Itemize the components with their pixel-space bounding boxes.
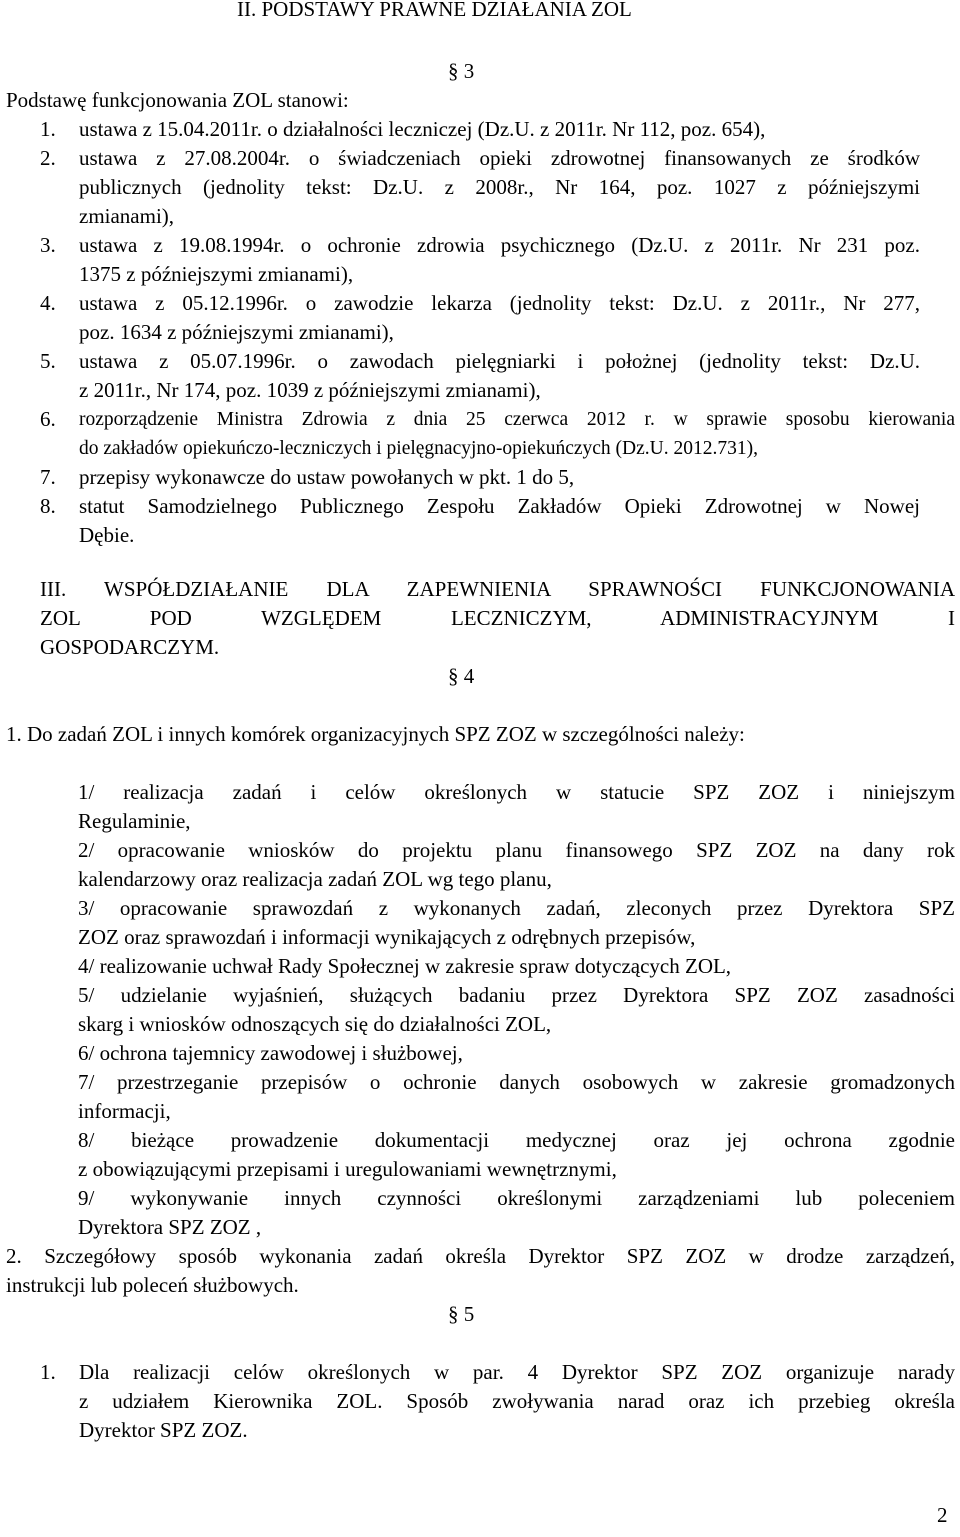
list-item-text: ZOZ oraz sprawozdań i informacji wynikających z odrębnych przepisów, xyxy=(78,925,696,949)
paragraph-sign-text: § 3 xyxy=(448,59,475,83)
list-item-text: 3/ opracowanie sprawozdań z wykonanych zadań, zleconych przez Dyrektora SPZ xyxy=(78,896,955,920)
list-item-text: 2/ opracowanie wniosków do projektu planu finansowego SPZ ZOZ na dany rok xyxy=(78,838,955,862)
list-item-text: ustawa z 19.08.1994r. o ochronie zdrowia psychicznego (Dz.U. z 2011r. Nr 231 poz. xyxy=(79,233,920,257)
list-item-text: Dyrektor SPZ ZOZ. xyxy=(79,1418,248,1442)
section-heading-line: ZOL POD WZGLĘDEM LECZNICZYM, ADMINISTRACYJNYM I xyxy=(40,606,955,630)
page-number-text: 2 xyxy=(937,1503,948,1527)
list-item-text: z 2011r., Nr 174, poz. 1039 z późniejszymi zmianami), xyxy=(79,378,541,402)
list-item-text: 4/ realizowanie uchwał Rady Społecznej w zakresie spraw dotyczących ZOL, xyxy=(78,954,732,978)
section-heading xyxy=(237,0,737,24)
list-item-number: 6. xyxy=(40,407,56,431)
list-item-text: 1/ realizacja zadań i celów określonych w statucie SPZ ZOZ i niniejszym xyxy=(78,780,955,804)
section-heading-text: II. PODSTAWY PRAWNE DZIAŁANIA ZOL xyxy=(237,0,632,21)
list-item-text: 6/ ochrona tajemnicy zawodowej i służbowej, xyxy=(78,1041,463,1065)
paragraph-sign xyxy=(448,662,474,691)
list-item-number: 1. xyxy=(40,117,56,141)
list-item-text: z udziałem Kierownika ZOL. Sposób zwoływania narad oraz ich przebieg określa xyxy=(79,1389,955,1413)
list-item-number: 8. xyxy=(40,494,56,518)
list-item-text: ustawa z 27.08.2004r. o świadczeniach opieki zdrowotnej finansowanych ze środków xyxy=(79,146,920,170)
list-item-text: do zakładów opiekuńczo-leczniczych i pielęgnacyjno-opiekuńczych (Dz.U. 2012.731), xyxy=(79,438,758,459)
paragraph-text xyxy=(6,1242,955,1300)
list-item-text: z obowiązującymi przepisami i uregulowaniami wewnętrznymi, xyxy=(78,1157,617,1181)
section-heading-line: III. WSPÓŁDZIAŁANIE DLA ZAPEWNIENIA SPRAWNOŚCI FUNKCJONOWANIA xyxy=(40,577,955,601)
paragraph-line: instrukcji lub poleceń służbowych. xyxy=(6,1273,299,1297)
list-item xyxy=(78,1126,955,1184)
list-item-text: informacji, xyxy=(78,1099,171,1123)
list-item-text: publicznych (jednolity tekst: Dz.U. z 2008r., Nr 164, poz. 1027 z późniejszymi xyxy=(79,175,920,199)
paragraph-sign xyxy=(448,1300,474,1329)
list-item-text: zmianami), xyxy=(79,204,175,228)
list-item-text: kalendarzowy oraz realizacja zadań ZOL wg tego planu, xyxy=(78,867,552,891)
list-item-text: ustawa z 15.04.2011r. o działalności leczniczej (Dz.U. z 2011r. Nr 112, poz. 654), xyxy=(79,117,766,141)
list-item xyxy=(78,981,955,1039)
list-item-text: rozporządzenie Ministra Zdrowia z dnia 25 czerwca 2012 r. w sprawie sposobu kierowania xyxy=(79,409,955,430)
list-item-text: statut Samodzielnego Publicznego Zespołu Zakładów Opieki Zdrowotnej w Nowej xyxy=(79,494,920,518)
intro-text xyxy=(6,86,349,115)
list-item xyxy=(78,778,955,836)
list-item-number: 4. xyxy=(40,291,56,315)
paragraph-line: 1. Do zadań ZOL i innych komórek organizacyjnych SPZ ZOZ w szczególności należy: xyxy=(6,722,745,746)
list-item-text: Regulaminie, xyxy=(78,809,191,833)
list-item-number: 7. xyxy=(40,465,56,489)
paragraph-text xyxy=(6,720,926,749)
list-item-text: ustawa z 05.07.1996r. o zawodach pielęgniarki i położnej (jednolity tekst: Dz.U. xyxy=(79,349,920,373)
list-item-text: Dyrektora SPZ ZOZ , xyxy=(78,1215,262,1239)
paragraph-sign xyxy=(448,57,474,86)
list-item xyxy=(78,952,955,981)
page-number xyxy=(937,1501,948,1530)
list-item-text: 1375 z późniejszymi zmianami), xyxy=(79,262,354,286)
paragraph-sign-text: § 5 xyxy=(448,1302,475,1326)
list-item-text: 8/ bieżące prowadzenie dokumentacji medycznej oraz jej ochrona zgodnie xyxy=(78,1128,955,1152)
list-item-text: poz. 1634 z późniejszymi zmianami), xyxy=(79,320,394,344)
list-item-text: ustawa z 05.12.1996r. o zawodzie lekarza (jednolity tekst: Dz.U. z 2011r., Nr 277, xyxy=(79,291,920,315)
list-item-number: 1. xyxy=(40,1360,56,1384)
list-item xyxy=(78,1184,955,1242)
paragraph-sign-text: § 4 xyxy=(448,664,475,688)
list-item-text: skarg i wniosków odnoszących się do działalności ZOL, xyxy=(78,1012,552,1036)
list-item xyxy=(78,1039,955,1068)
paragraph-line: 2. Szczegółowy sposób wykonania zadań określa Dyrektor SPZ ZOZ w drodze zarządzeń, xyxy=(6,1244,955,1268)
list-item xyxy=(78,836,955,894)
list-item-number: 2. xyxy=(40,146,56,170)
list-item-text: Dla realizacji celów określonych w par. 4 Dyrektor SPZ ZOZ organizuje narady xyxy=(79,1360,955,1384)
list-item-text: 5/ udzielanie wyjaśnień, służących badaniu przez Dyrektora SPZ ZOZ zasadności xyxy=(78,983,955,1007)
intro-line: Podstawę funkcjonowania ZOL stanowi: xyxy=(6,88,349,112)
list-item-text: 7/ przestrzeganie przepisów o ochronie danych osobowych w zakresie gromadzonych xyxy=(78,1070,955,1094)
section-heading-line: GOSPODARCZYM. xyxy=(40,635,220,659)
list-item-text: przepisy wykonawcze do ustaw powołanych w pkt. 1 do 5, xyxy=(79,465,575,489)
list-item xyxy=(78,1068,955,1126)
list-item-number: 5. xyxy=(40,349,56,373)
list-item xyxy=(78,894,955,952)
list-item-number: 3. xyxy=(40,233,56,257)
list-item-text: Dębie. xyxy=(79,523,135,547)
list-item-text: 9/ wykonywanie innych czynności określonymi zarządzeniami lub poleceniem xyxy=(78,1186,955,1210)
